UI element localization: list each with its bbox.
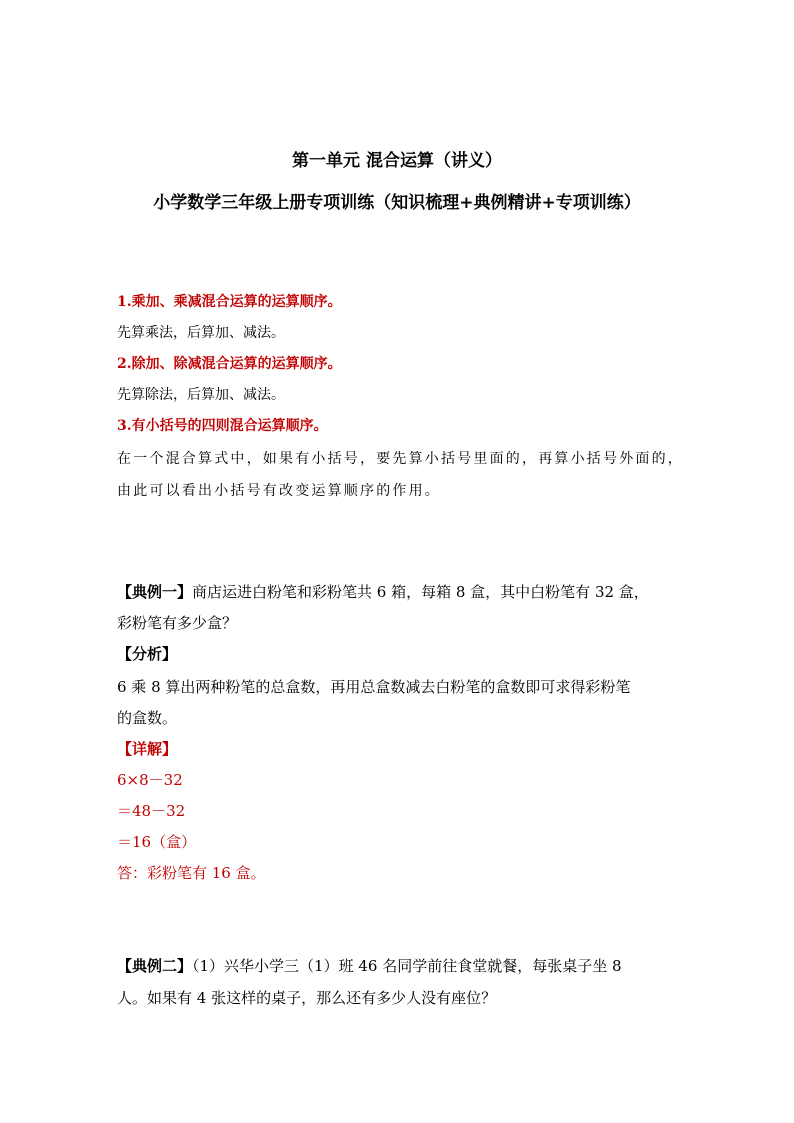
knowledge-heading-3: 3.有小括号的四则混合运算顺序。 xyxy=(117,418,328,434)
example1-question-line1 xyxy=(117,581,649,602)
knowledge-text-2: 先算除法，后算加、减法。 xyxy=(117,387,285,403)
example1-detail-tag: 【详解】 xyxy=(117,740,178,758)
example1-answer: 答：彩粉笔有 16 盒。 xyxy=(117,864,266,882)
example1-analysis-line1: 6 乘 8 算出两种粉笔的总盒数，再用总盒数减去白粉笔的盒数即可求得彩粉笔 xyxy=(117,678,631,696)
example1-tag: 【典例一】 xyxy=(117,583,193,601)
example2-tag: 【典例二】 xyxy=(117,957,193,975)
knowledge-heading-2: 2.除加、除减混合运算的运算顺序。 xyxy=(117,356,342,372)
example1-question-line2: 彩粉笔有多少盒？ xyxy=(117,614,238,632)
example1-analysis-line2: 的盒数。 xyxy=(117,709,178,727)
page-subtitle: 小学数学三年级上册专项训练（知识梳理+典例精讲+专项训练） xyxy=(153,193,641,213)
example1-analysis-tag: 【分析】 xyxy=(117,645,178,663)
example1-question-text: 商店运进白粉笔和彩粉笔共 6 箱，每箱 8 盒，其中白粉笔有 32 盒， xyxy=(192,583,649,601)
knowledge-heading-1: 1.乘加、乘减混合运算的运算顺序。 xyxy=(117,294,342,310)
example1-step-3: ＝16（盒） xyxy=(117,833,197,851)
knowledge-text-3-line2: 由此可以看出小括号有改变运算顺序的作用。 xyxy=(117,483,441,499)
example1-step-1: 6×8－32 xyxy=(117,771,183,789)
example2-question-line1 xyxy=(117,955,622,976)
knowledge-text-1: 先算乘法，后算加、减法。 xyxy=(117,325,285,341)
knowledge-text-3-line1: 在一个混合算式中，如果有小括号，要先算小括号里面的，再算小括号外面的， xyxy=(117,451,684,467)
example1-step-2: ＝48－32 xyxy=(117,802,186,820)
page-title: 第一单元 混合运算（讲义） xyxy=(292,151,502,171)
example2-question-text: （1）兴华小学三（1）班 46 名同学前往食堂就餐，每张桌子坐 8 xyxy=(192,957,622,975)
example2-question-line2: 人。如果有 4 张这样的桌子，那么还有多少人没有座位？ xyxy=(117,989,497,1007)
